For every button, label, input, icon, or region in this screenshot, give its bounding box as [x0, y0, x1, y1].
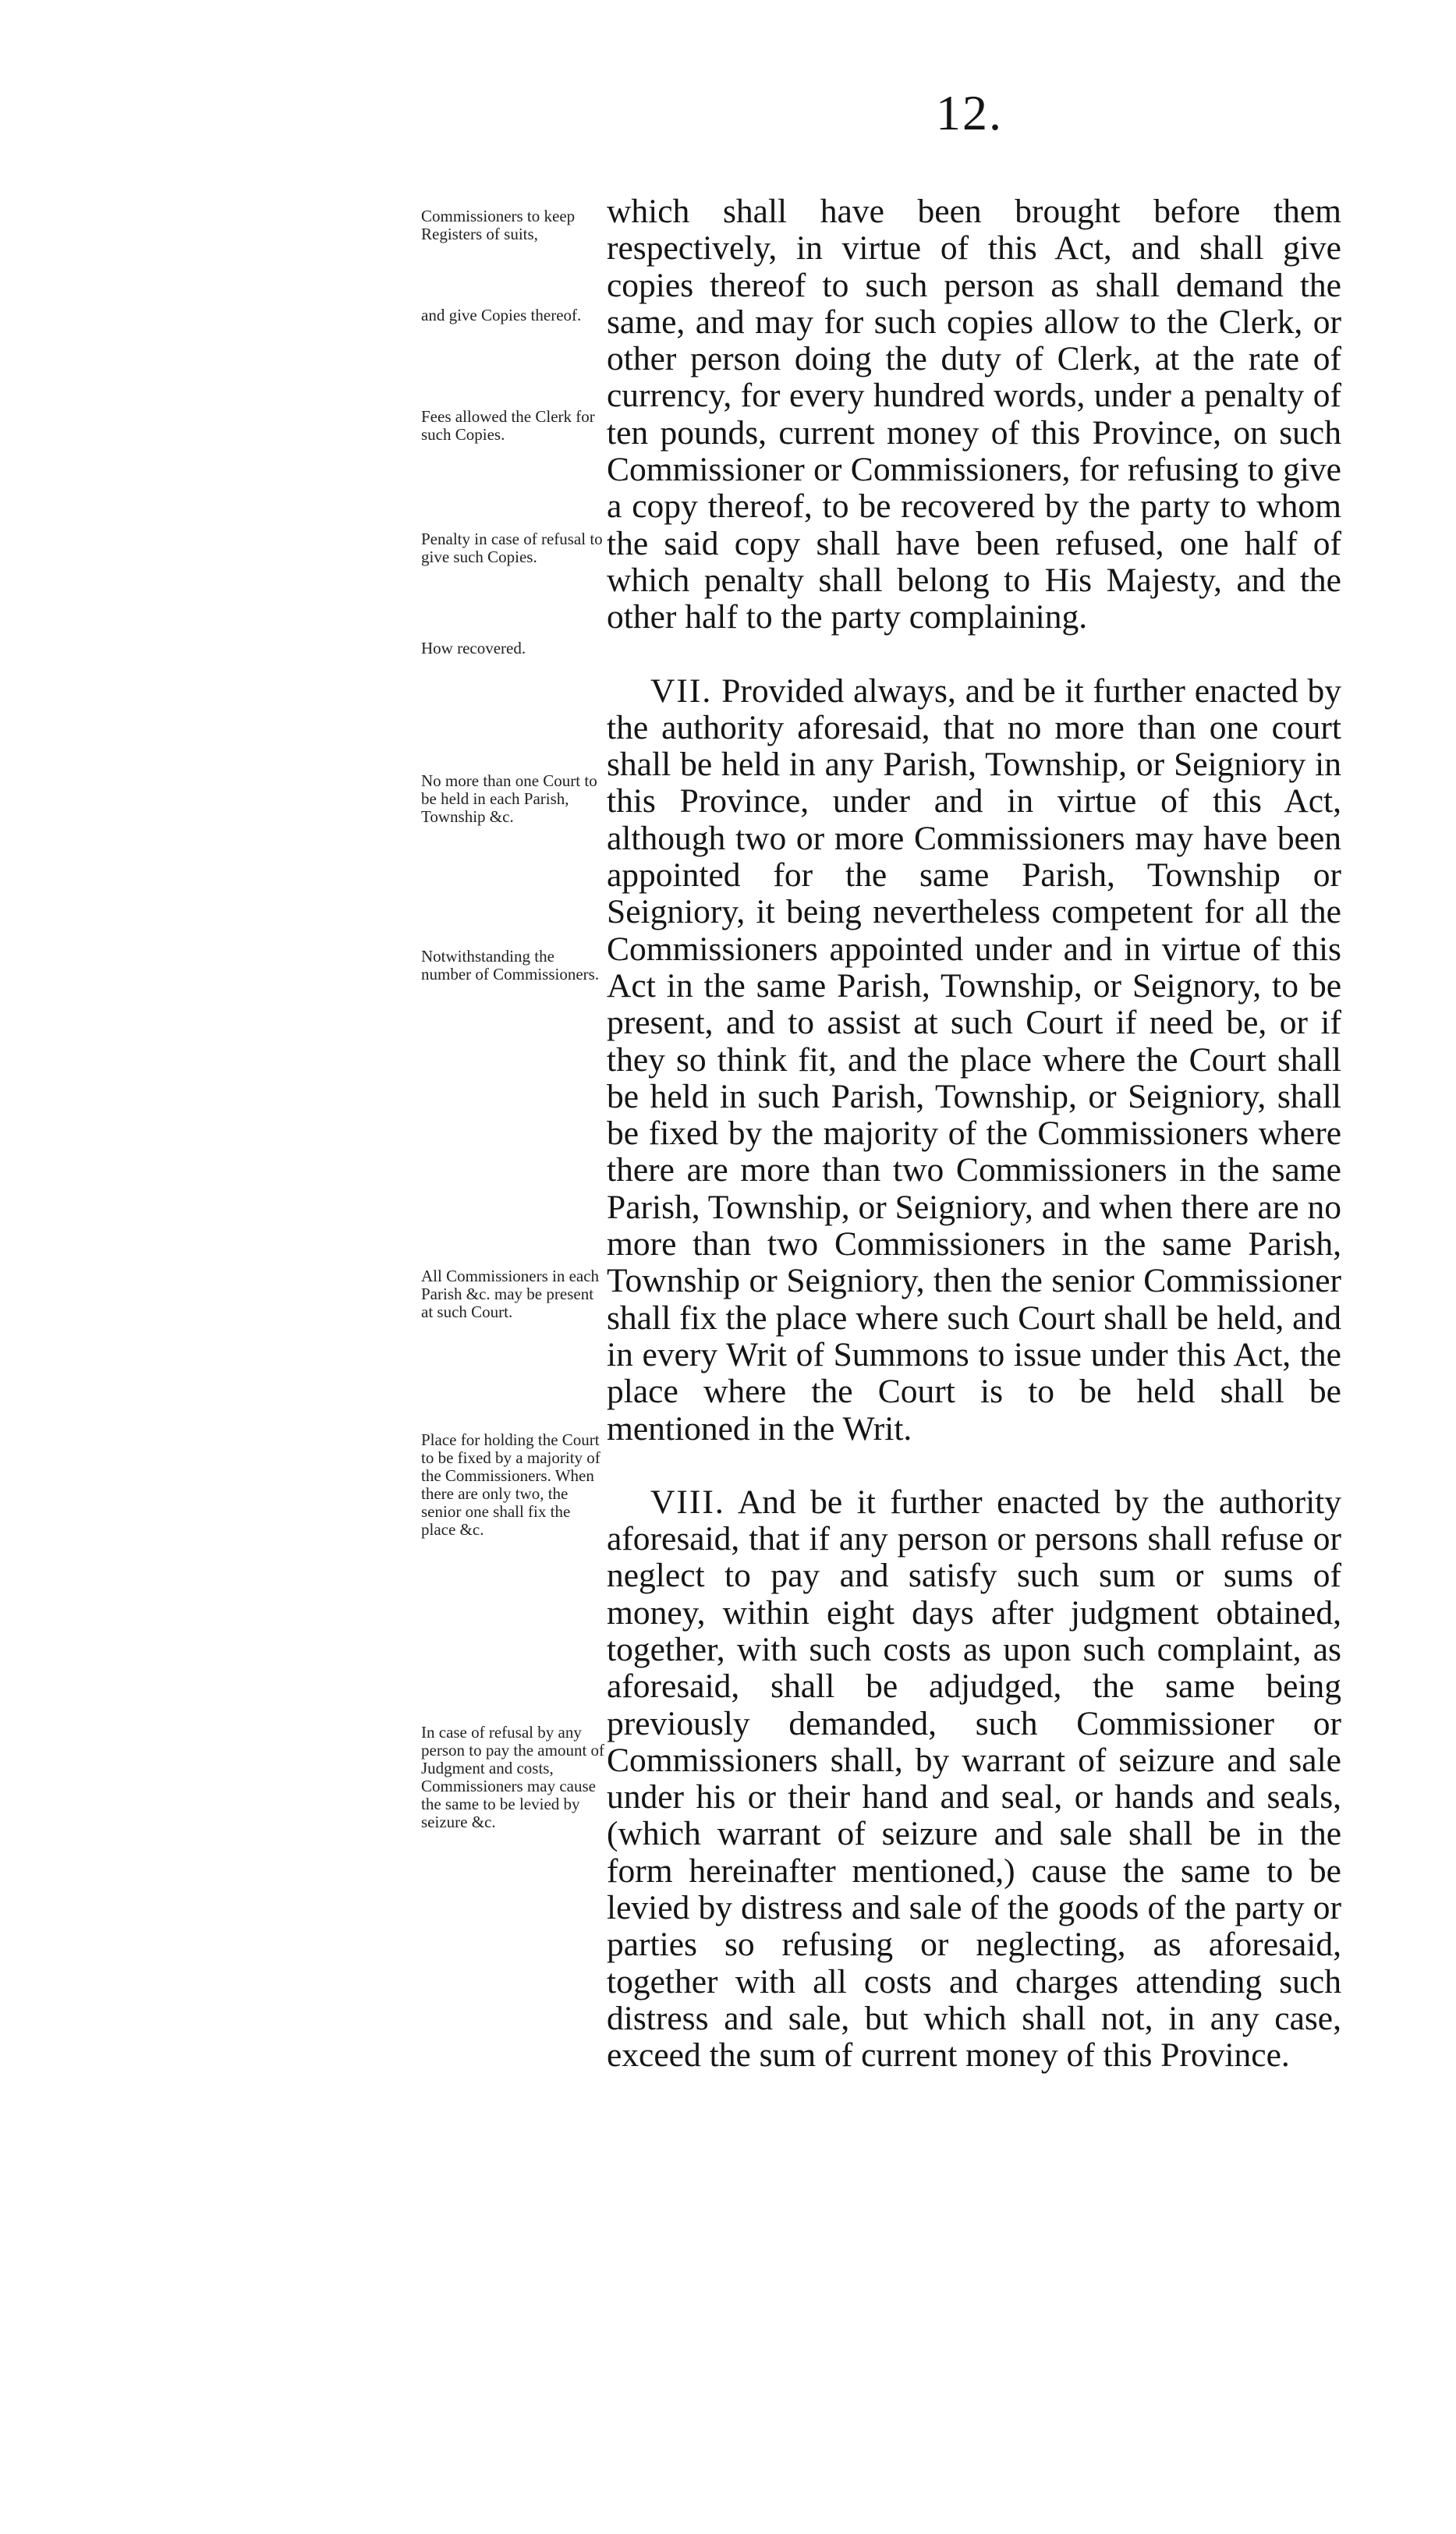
paragraph-continued: [607, 193, 1341, 636]
margin-note: Place for holding the Court to be fixed by a majority of the Commissioners. When there are only two, the senior one shall fix the place &c.: [421, 1430, 600, 1539]
margin-note: Commissioners to keep Registers of suits,: [421, 207, 576, 243]
section-number: VII.: [650, 672, 713, 710]
margin-note: All Commissioners in each Parish &c. may be present at such Court.: [421, 1267, 600, 1321]
page-number: 12.: [936, 85, 1003, 140]
paragraph-text: Provided always, and be it further enacted by the authority aforesaid, that no more than one court shall be held in any Parish, Township, or Seigniory in this Province, under and in virtue of this Act, although two or more Commissioners may have been appointed for the same Parish, Township or Seigniory, it being nevertheless competent for all the Commissioners appointed under and in virtue of this Act in the same Parish, Township, or Seignory, to be present, and to assist at such Court if need be, or if they so think fit, and the place where the Court shall be held in such Parish, Township, or Seigniory, shall be fixed by the majority of the Commissioners where there are more than two Commissioners in the same Parish, Township, or Seigniory, and when there are no more than two Commissioners in the same Parish, Township or Seigniory, then the senior Commissioner shall fix the place where such Court shall be held, and in every Writ of Summons to issue under this Act, the place where the Court is to be held shall be mentioned in the Writ.: [607, 672, 1342, 1448]
margin-note: Notwithstanding the number of Commissioners.: [421, 947, 600, 983]
margin-note: How recovered.: [421, 639, 526, 657]
section-number: VIII.: [650, 1483, 725, 1521]
margin-note: Penalty in case of refusal to give such Copies.: [421, 530, 603, 566]
margin-note: In case of refusal by any person to pay the amount of Judgment and costs, Commissioners may cause the same to be levied by seizure &c.: [421, 1723, 605, 1831]
section-vii: [607, 673, 1341, 1448]
margin-note: and give Copies thereof.: [421, 306, 582, 324]
paragraph-text: And be it further enacted by the authority aforesaid, that if any person or persons shall refuse or neglect to pay and satisfy such sum or sums of money, within eight days after judgment obtained, together, with such costs as upon such complaint, as aforesaid, shall be adjudged, the same being previously demanded, such Commissioner or Commissioners shall, by warrant of seizure and sale under his or their hand and seal, or hands and seals, (which warrant of seizure and sale shall be in the form hereinafter mentioned,) cause the same to be levied by distress and sale of the goods of the party or parties so refusing or neglecting, as aforesaid, together with all costs and charges attending such distress and sale, but which shall not, in any case, exceed the sum of current money of this Province.: [607, 1483, 1341, 2075]
section-viii: [607, 1484, 1341, 2075]
paragraph-text: which shall have been brought before them respectively, in virtue of this Act, and shall give copies thereof to such person as shall demand the same, and may for such copies allow to the Clerk, or other person doing the duty of Clerk, at the rate of currency, for every hundred words, under a penalty of ten pounds, current money of this Province, on such Commissioner or Commissioners, for refusing to give a copy thereof, to be recovered by the party to whom the said copy shall have been refused, one half of which penalty shall belong to His Majesty, and the other half to the party complaining.: [607, 193, 1341, 636]
margin-note: No more than one Court to be held in each Parish, Township &c.: [421, 771, 597, 826]
statute-text: [607, 193, 1341, 2075]
margin-note: Fees allowed the Clerk for such Copies.: [421, 407, 595, 444]
